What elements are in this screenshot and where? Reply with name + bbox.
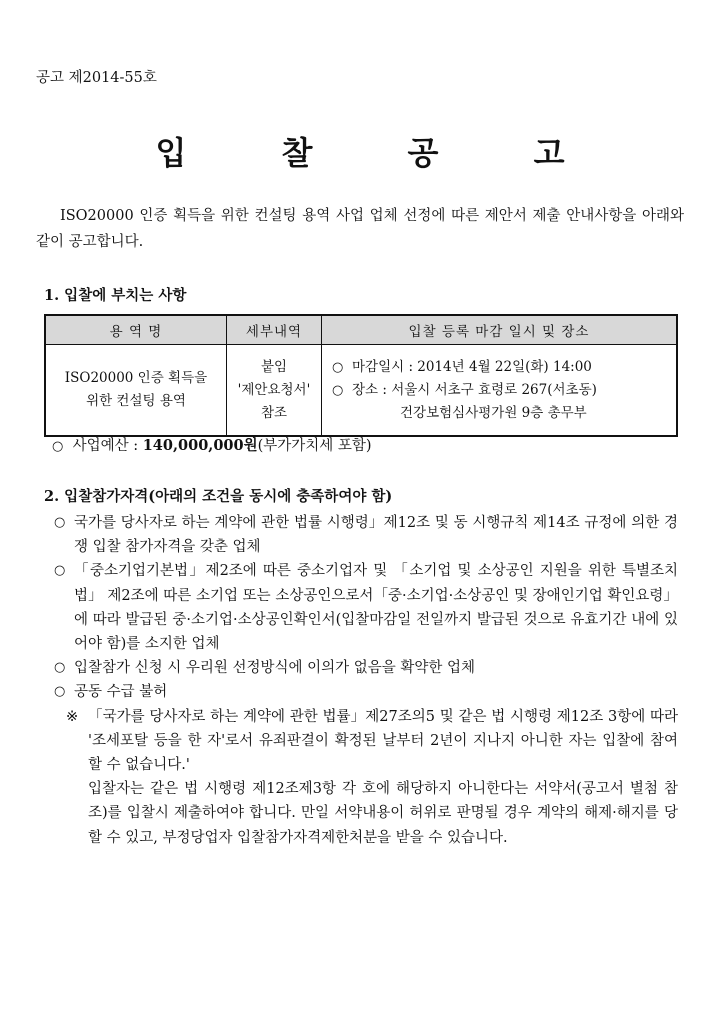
note-text-1: 「국가를 당사자로 하는 계약에 관한 법률」제27조의5 및 같은 법 시행령 제12조 3항에 따라 '조세포탈 등을 한 자'로서 유죄판결이 확정된 날부터 2년이 지나지 아니한 자는 입찰에 참여할 수 없습니다.' bbox=[88, 708, 678, 774]
budget-note: (부가가치세 포함) bbox=[257, 438, 372, 454]
place-line bbox=[332, 379, 670, 402]
note-mark-icon: ※ bbox=[66, 708, 79, 725]
cell-service-name bbox=[45, 345, 227, 437]
header-detail: 세부내역 bbox=[227, 315, 322, 345]
budget-line bbox=[52, 434, 372, 455]
list-item-text: 국가를 당사자로 하는 계약에 관한 법률 시행령」제12조 및 동 시행규칙 제14조 규정에 의한 경쟁 입찰 참가자격을 갖춘 업체 bbox=[74, 515, 678, 556]
service-name-line-1: ISO20000 인증 획득을 bbox=[64, 370, 208, 386]
section1-heading: 1. 입찰에 부치는 사항 bbox=[44, 287, 187, 304]
bullet-circle-icon: ○ bbox=[52, 439, 64, 454]
bullet-circle-icon: ○ bbox=[332, 359, 344, 375]
bullet-circle-icon: ○ bbox=[54, 684, 66, 700]
list-item-text: 공동 수급 불허 bbox=[74, 684, 168, 701]
list-item bbox=[54, 680, 678, 704]
list-item bbox=[54, 511, 678, 559]
eligibility-list bbox=[54, 511, 678, 850]
header-deadline-place: 입찰 등록 마감 일시 및 장소 bbox=[322, 315, 678, 345]
note-item bbox=[64, 705, 678, 778]
budget-amount: 140,000,000원 bbox=[142, 437, 258, 454]
bullet-circle-icon: ○ bbox=[54, 563, 66, 579]
cell-deadline-place bbox=[322, 345, 678, 437]
place-text: 장소 : 서울시 서초구 효령로 267(서초동) bbox=[352, 381, 597, 398]
bullet-circle-icon: ○ bbox=[54, 515, 66, 530]
note-item-continued bbox=[64, 777, 678, 850]
page-title: 입 찰 공 고 bbox=[155, 134, 607, 172]
detail-line-1: 붙임 bbox=[260, 358, 288, 375]
detail-line-3: 참조 bbox=[260, 404, 288, 421]
bullet-circle-icon: ○ bbox=[54, 660, 66, 676]
bid-table bbox=[44, 314, 678, 437]
bid-table-row bbox=[45, 345, 677, 437]
deadline-text: 마감일시 : 2014년 4월 22일(화) 14:00 bbox=[352, 358, 592, 375]
cell-detail bbox=[227, 345, 322, 437]
intro-text: ISO20000 인증 획득을 위한 컨설팅 용역 사업 업체 선정에 따른 제안서 제출 안내사항을 아래와 같이 공고합니다. bbox=[36, 208, 684, 250]
section2-heading: 2. 입찰참가자격(아래의 조건을 동시에 충족하여야 함) bbox=[44, 488, 393, 505]
list-item bbox=[54, 656, 678, 680]
intro-paragraph bbox=[36, 203, 684, 255]
bid-table-header-row bbox=[45, 315, 677, 345]
notice-number: 공고 제2014-55호 bbox=[36, 70, 157, 86]
header-service-name: 용 역 명 bbox=[45, 315, 227, 345]
budget-label: 사업예산 : bbox=[72, 438, 143, 454]
place-detail-line: 건강보험심사평가원 9층 총무부 bbox=[400, 404, 587, 421]
list-item bbox=[54, 559, 678, 656]
list-item-text: 입찰참가 신청 시 우리원 선정방식에 이의가 없음을 확약한 업체 bbox=[74, 660, 476, 677]
note-text-2: 입찰자는 같은 법 시행령 제12조제3항 각 호에 해당하지 아니한다는 서약서(공고서 별첨 참조)를 입찰시 제출하여야 합니다. 만일 서약내용이 허위로 판명될 경우 계약의 해제·해지를 당할 수 있고, 부정당업자 입찰참가자격제한처분을 받을 수 있습니다. bbox=[88, 781, 678, 846]
detail-line-2: '제안요청서' bbox=[237, 381, 311, 398]
bullet-circle-icon: ○ bbox=[332, 382, 344, 398]
service-name-line-2: 위한 컨설팅 용역 bbox=[86, 393, 186, 409]
list-item-text: 「중소기업기본법」제2조에 따른 중소기업자 및 「소기업 및 소상공인 지원을 위한 특별조치법」 제2조에 따른 소기업 또는 소상공인으로서「중·소기업·소상공인 및 장애인기업 확인요령」에 따라 발급된 중·소기업·소상공인확인서(입찰마감일 전일까지 발급된 것으로 유효기간 내에 있어야 함)를 소지한 업체 bbox=[74, 563, 678, 653]
deadline-line bbox=[332, 356, 670, 379]
